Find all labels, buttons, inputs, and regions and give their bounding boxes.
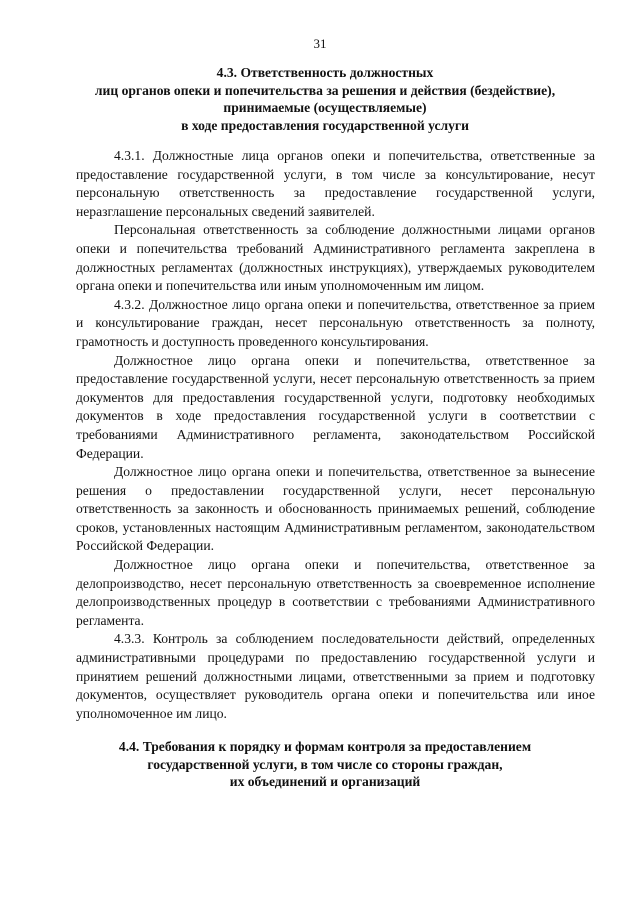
section-4-4-heading [60,738,590,791]
paragraph-personal-responsibility: Персональная ответственность за соблюдение должностными лицами органов опеки и попечительства требований Административного регламента закреплена в должностных регламентах (должностных инструкциях), утверждаемых руководителем органа опеки и попечительства или иным уполномоченным им лицом. [76,222,595,294]
paragraph-4-3-2: 4.3.2. Должностное лицо органа опеки и попечительства, ответственное за прием и консультирование граждан, несет персональную ответственность за полноту, грамотность и доступность проведенного консультирования. [76,296,595,349]
paragraph-records-official: Должностное лицо органа опеки и попечительства, ответственное за делопроизводство, несет персональную ответственность за своевременное исполнение делопроизводственных процедур в соответствии с требованиями Административного регламента. [76,557,595,628]
section-4-3-heading [60,64,590,134]
heading-line: их объединений и организаций [229,774,421,789]
heading-line: 4.4. Требования к порядку и формам контроля за предоставлением [118,739,532,754]
heading-line: государственной услуги, в том числе со стороны граждан, [147,756,503,772]
paragraph-4-3-1: 4.3.1. Должностные лица органов опеки и попечительства, ответственные за предоставление государственной услуги, в том числе за консультирование, несут персональную ответственность за предоставление государственной услуги, неразглашение персональных сведений заявителей. [76,148,595,219]
heading-line: принимаемые (осуществляемые) [223,100,427,115]
heading-line: лиц органов опеки и попечительства за решения и действия (бездействие), [94,82,556,98]
heading-line: 4.3. Ответственность должностных [216,65,434,80]
page-number: 31 [313,36,327,51]
heading-line: в ходе предоставления государственной услуги [181,117,469,133]
paragraph-service-provision-official: Должностное лицо органа опеки и попечительства, ответственное за предоставление государственной услуги, несет персональную ответственность за прием документов для предоставления государственной услуги, подготовку необходимых документов в ходе предоставления государственной услуги в соответствии с требованиями Административного регламента, законодательством Российской Федерации. [76,352,595,461]
section-4-3-body [76,147,595,723]
paragraph-4-3-3: 4.3.3. Контроль за соблюдением последовательности действий, определенных административными процедурами по предоставлению государственной услуги и принятием решений должностными лицами, ответственными за прием и подготовку документов, осуществляет руководитель органа опеки и попечительства или иное уполномоченное им лицо. [76,631,595,721]
paragraph-decision-official: Должностное лицо органа опеки и попечительства, ответственное за вынесение решения о предоставлении государственной услуги, несет персональную ответственность за законность и обоснованность принимаемых решений, соблюдение сроков, установленных настоящим Административным регламентом, законодательством Российской Федерации. [76,464,595,554]
